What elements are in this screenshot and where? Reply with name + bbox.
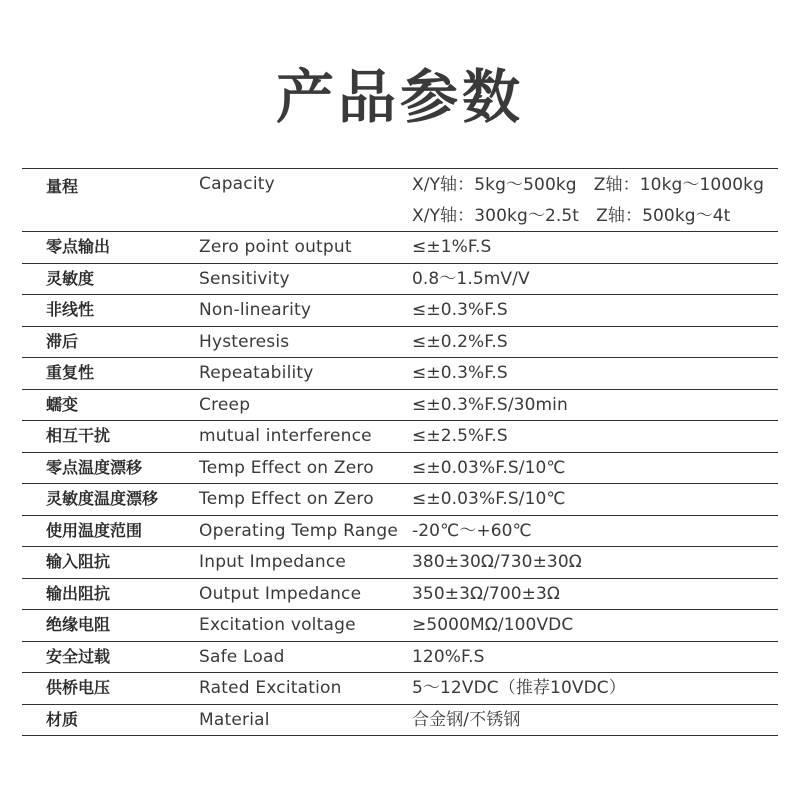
spec-value (389, 169, 778, 236)
spec-row-sensitivity-temp-drift (22, 484, 778, 516)
spec-value: ≥5000MΩ/100VDC (412, 615, 574, 636)
spec-label-cn: 零点输出 (46, 237, 111, 257)
spec-label-en: Creep (199, 394, 251, 415)
spec-label-en: Operating Temp Range (199, 520, 398, 541)
spec-label-en: Sensitivity (199, 268, 290, 289)
spec-value: ≤±0.03%F.S/10℃ (412, 489, 566, 510)
spec-label-cn: 非线性 (46, 300, 95, 320)
spec-row-hysteresis (22, 327, 778, 359)
spec-value: 380±30Ω/730±30Ω (412, 552, 582, 573)
spec-row-capacity (22, 169, 778, 232)
spec-value: 350±3Ω/700±3Ω (412, 583, 561, 604)
spec-label-en: Temp Effect on Zero (199, 489, 374, 510)
spec-row-sensitivity (22, 264, 778, 296)
spec-label-cn: 灵敏度 (46, 268, 95, 288)
spec-value: ≤±0.3%F.S (412, 300, 508, 321)
spec-row-input-impedance (22, 547, 778, 579)
spec-label-en: Temp Effect on Zero (199, 457, 374, 478)
spec-label-en: mutual interference (199, 426, 372, 447)
spec-table (22, 168, 778, 736)
spec-value: ≤±0.3%F.S/30min (412, 394, 568, 415)
spec-label-cn: 量程 (46, 177, 79, 196)
spec-label-cn: 材质 (46, 709, 79, 729)
spec-value: ≤±1%F.S (412, 237, 492, 258)
spec-row-zero-output (22, 232, 778, 264)
spec-row-creep (22, 390, 778, 422)
spec-label-en: Input Impedance (199, 552, 347, 573)
spec-label-cn: 滞后 (46, 331, 79, 351)
spec-value-line-1: X/Y轴：5kg～500kg Z轴：10kg～1000kg (412, 175, 765, 195)
spec-value-line-2: X/Y轴：300kg～2.5t Z轴：500kg～4t (412, 206, 731, 226)
spec-label-cn: 重复性 (46, 363, 95, 383)
spec-label-en: Output Impedance (199, 583, 362, 604)
spec-label-cn: 输出阻抗 (46, 583, 111, 603)
spec-label-en: Hysteresis (199, 331, 290, 352)
spec-label-cn: 供桥电压 (46, 678, 111, 698)
spec-label-en: Capacity (199, 174, 275, 194)
spec-label-cn: 安全过载 (46, 646, 111, 666)
spec-label-cn: 相互干扰 (46, 426, 111, 446)
spec-value: 合金钢/不锈钢 (412, 709, 521, 730)
spec-value: ≤±0.3%F.S (412, 363, 508, 384)
spec-value: 5～12VDC（推荐10VDC） (412, 678, 626, 699)
spec-row-insulation-resistance (22, 610, 778, 642)
spec-label-cn: 灵敏度温度漂移 (46, 489, 159, 509)
spec-label-cn: 输入阻抗 (46, 552, 111, 572)
spec-label-en: Repeatability (199, 363, 314, 384)
spec-value: ≤±0.03%F.S/10℃ (412, 457, 566, 478)
spec-label-en: Safe Load (199, 646, 285, 667)
spec-label-cn: 蠕变 (46, 394, 79, 414)
spec-row-zero-temp-drift (22, 453, 778, 485)
page-title: 产品参数 (275, 63, 524, 131)
spec-label-en: Material (199, 709, 270, 730)
spec-value: 120%F.S (412, 646, 485, 667)
spec-label-en: Zero point output (199, 237, 352, 258)
spec-label-en: Excitation voltage (199, 615, 356, 636)
spec-value: ≤±2.5%F.S (412, 426, 508, 447)
spec-value: ≤±0.2%F.S (412, 331, 508, 352)
spec-value: 0.8～1.5mV/V (412, 268, 530, 289)
spec-row-rated-excitation (22, 673, 778, 705)
spec-label-cn: 零点温度漂移 (46, 457, 143, 477)
spec-row-safe-load (22, 642, 778, 674)
spec-row-material (22, 705, 778, 737)
spec-label-en: Rated Excitation (199, 678, 342, 699)
spec-label-cn: 使用温度范围 (46, 520, 143, 540)
spec-row-non-linearity (22, 295, 778, 327)
spec-row-repeatability (22, 358, 778, 390)
spec-value: -20℃～+60℃ (412, 520, 532, 541)
spec-label-cn: 绝缘电阻 (46, 615, 111, 635)
spec-row-output-impedance (22, 579, 778, 611)
spec-row-mutual-interference (22, 421, 778, 453)
spec-label-en: Non-linearity (199, 300, 312, 321)
spec-row-operating-temp (22, 516, 778, 548)
